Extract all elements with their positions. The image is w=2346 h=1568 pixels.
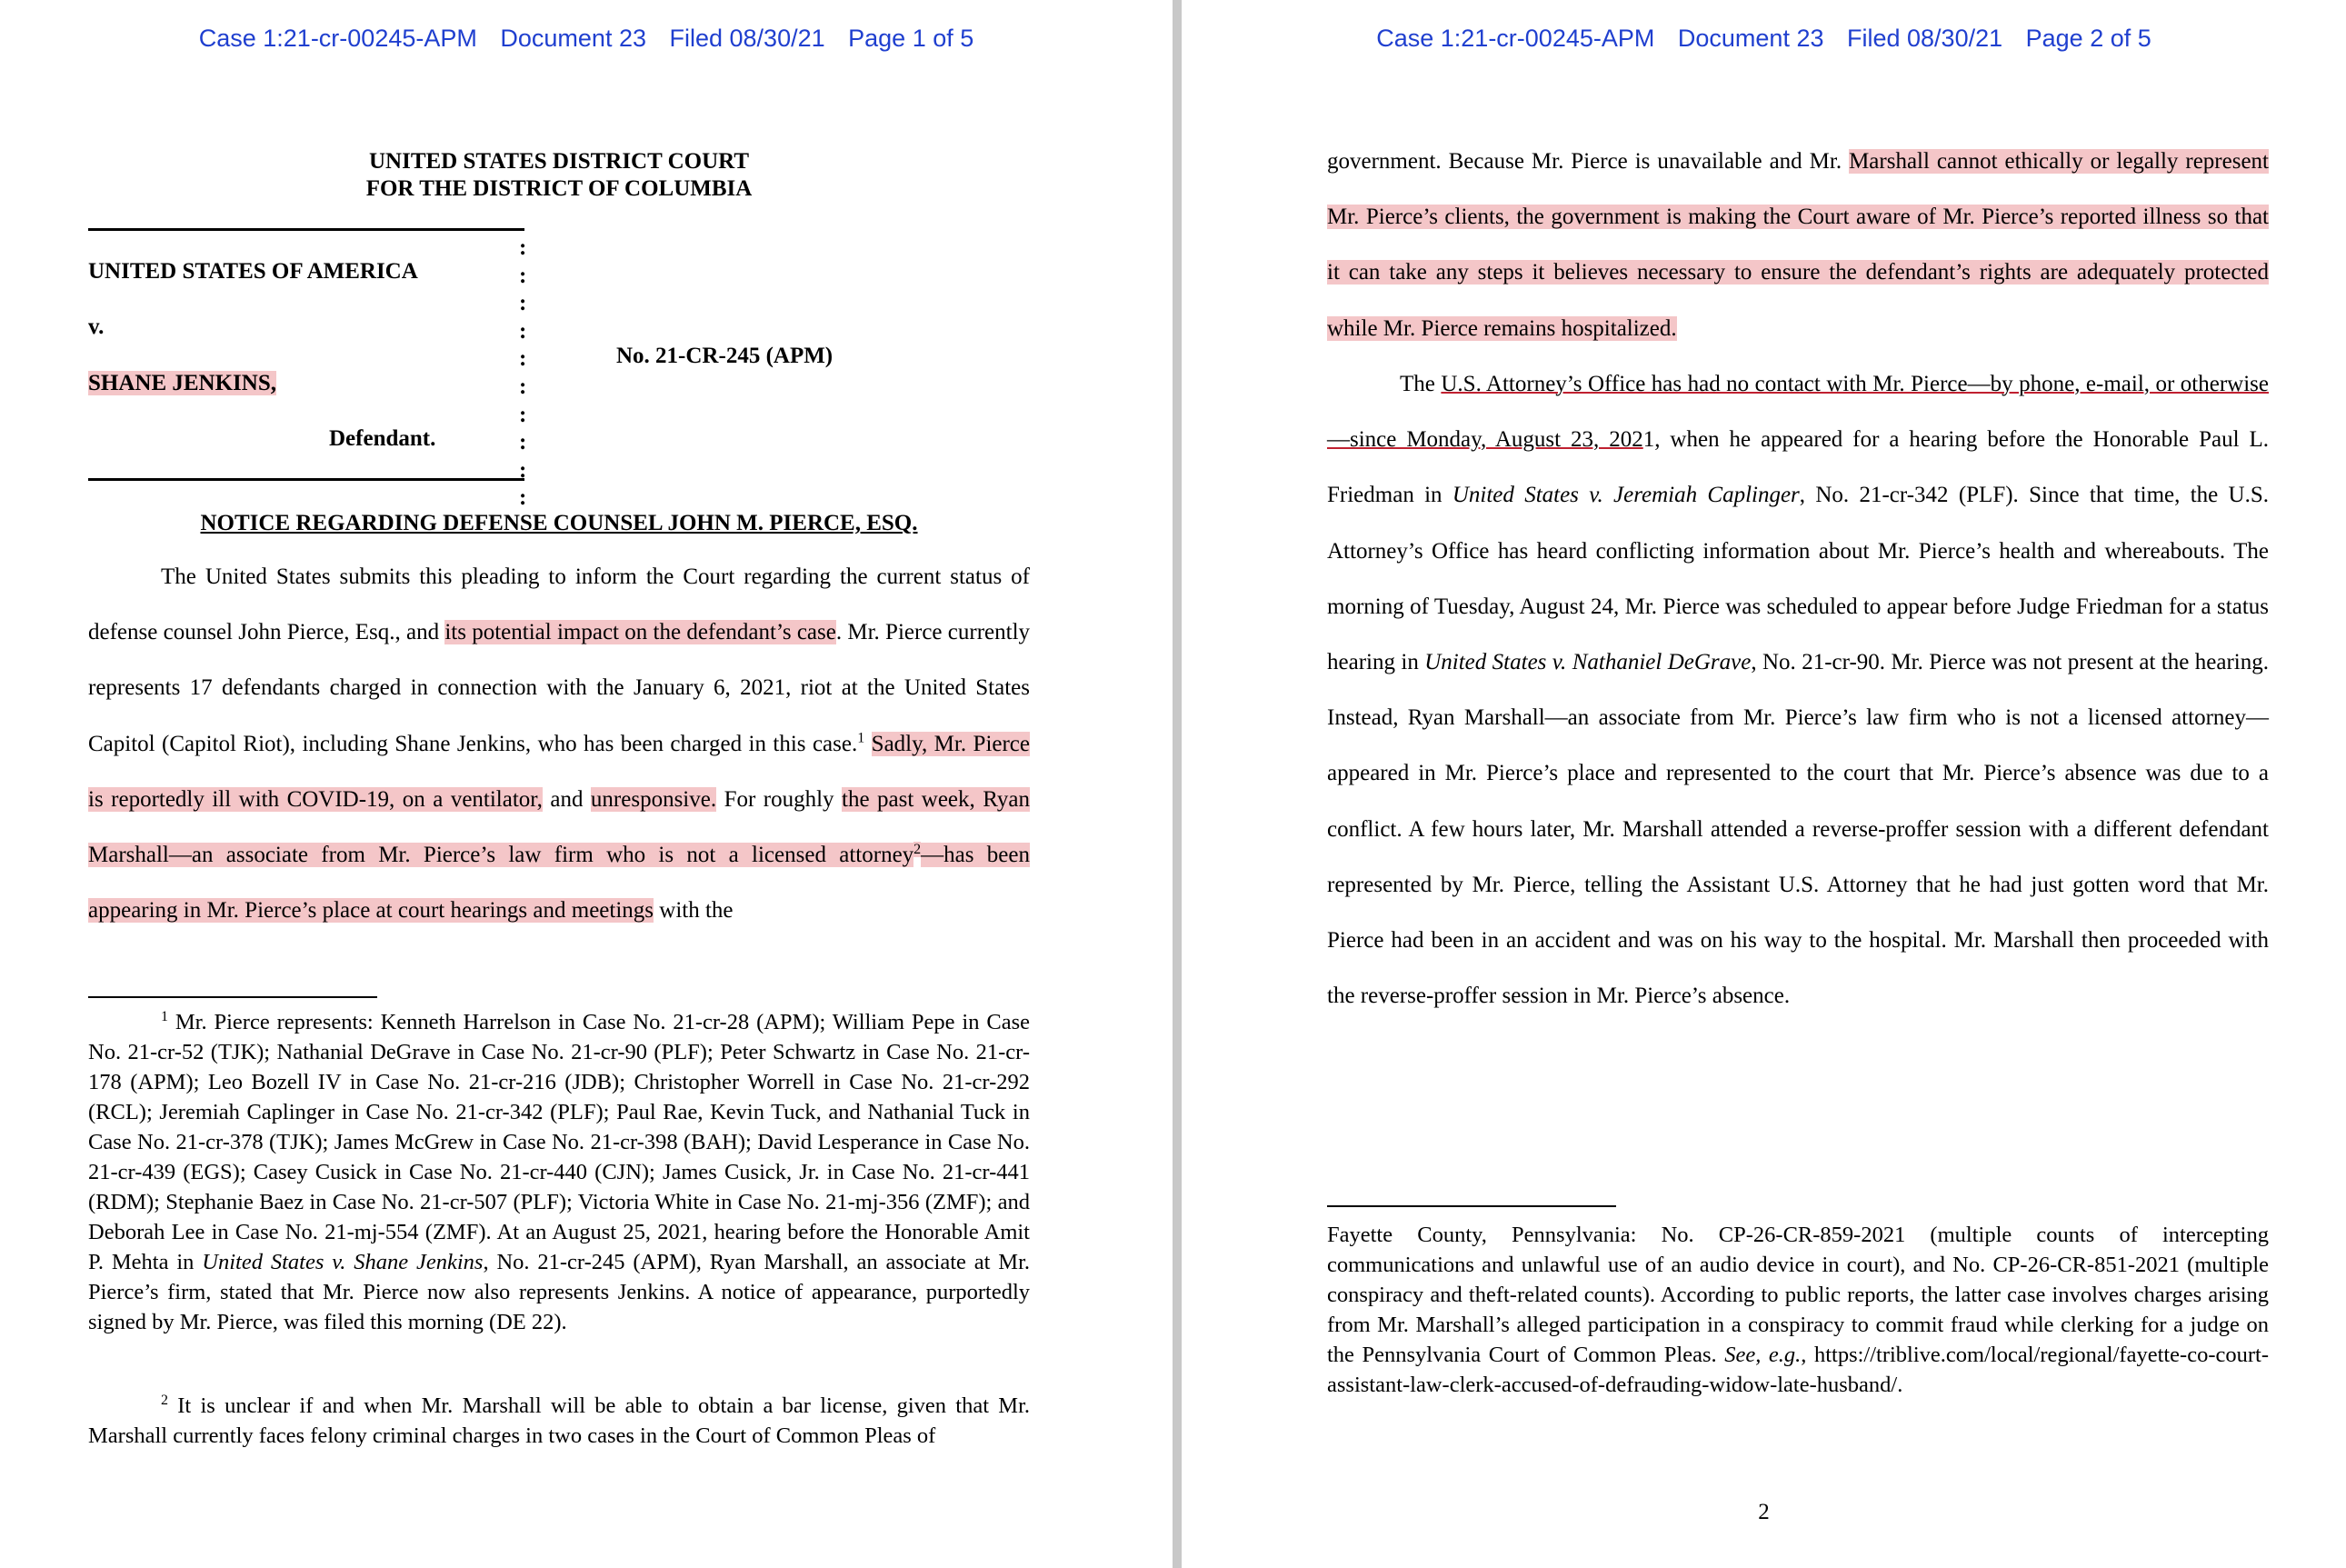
- filing-header: [0, 25, 1173, 53]
- caption-colon: :: [519, 430, 527, 455]
- caption-defendant-name: [88, 371, 276, 396]
- filing-header: [1182, 25, 2346, 53]
- highlight: Marshall cannot ethically or legally represent Mr. Pierce’s clients, the government is making the Court aware of Mr. Pierce’s reported illness so that it can take any steps it believes necessary to ensure the defendant’s rights are adequately protected while Mr. Pierce remains hospitalized.: [1327, 149, 2269, 341]
- caption-colon: :: [519, 402, 527, 427]
- header-document: Document 23: [500, 25, 646, 52]
- caption-colon: :: [519, 374, 527, 399]
- footnote-2: $^2$ It is unclear if and when Mr. Marshall will be able to obtain a bar license, given that Mr. Marshall currently faces felony criminal charges in two cases in the Court of Common Pleas of: [88, 1392, 1030, 1448]
- court-line-1: UNITED STATES DISTRICT COURT: [369, 149, 749, 174]
- caption-colons: [519, 235, 526, 513]
- caption-colon: :: [519, 485, 527, 511]
- body-paragraph-1: The United States submits this pleading to inform the Court regarding the current status of defense counsel John Pierce, Esq., and its potential impact on the defendant’s case. Mr. Pierce currently represents 17 defendants charged in connection with the January 6, 2021, riot at the United States Capitol (Capitol Riot), including Shane Jenkins, who has been charged in this case.$^1$ Sadly, Mr. Pierce is reportedly ill with COVID-19, on a ventilator, and unresponsive. For roughly the past week, Ryan Marshall—an associate from Mr. Pierce’s law firm who is not a licensed attorney$^2$—has been appearing in Mr. Pierce’s place at court hearings and meetings with the: [88, 564, 1031, 924]
- footnote-rule: [88, 996, 377, 998]
- footnote-continued: Fayette County, Pennsylvania: No. CP-26-CR-859-2021 (multiple counts of intercepting communications and unlawful use of an audio device in court), and No. CP-26-CR-851-2021 (multiple conspiracy and theft-related counts). According to public reports, the latter case involves charges arising from Mr. Marshall’s alleged participation in a conspiracy to commit fraud while clerking for a judge on the Pennsylvania Court of Common Pleas. See, e.g., https://triblive.com/local/regional/fayette-co-court-assistant-law-clerk-accused-of-defrauding-widow-late-husband/.: [1327, 1223, 2269, 1397]
- header-filed-date: Filed 08/30/21: [669, 25, 825, 52]
- page-number: 2: [1758, 1500, 1770, 1524]
- header-case-number: Case 1:21-cr-00245-APM: [1376, 25, 1655, 52]
- highlight: unresponsive.: [590, 786, 717, 812]
- caption-versus: v.: [88, 315, 105, 339]
- highlight: the past week, Ryan Marshall—an associate from Mr. Pierce’s law firm who is not a licensed attorney: [88, 786, 1031, 868]
- underlined-text: U.S. Attorney’s Office has had no contact with Mr. Pierce—by phone, e-mail, or otherwise—since Monday, August 23, 202: [1327, 372, 2269, 453]
- caption-colon: :: [519, 235, 527, 260]
- header-page: Page 1 of 5: [848, 25, 974, 52]
- document-page-2: [1182, 0, 2346, 1568]
- defendant-name-highlight: SHANE JENKINS,: [88, 371, 276, 395]
- caption-colon: :: [519, 318, 527, 344]
- body-paragraph-continued: government. Because Mr. Pierce is unavailable and Mr. Marshall cannot ethically or legally represent Mr. Pierce’s clients, the government is making the Court aware of Mr. Pierce’s reported illness so that it can take any steps it believes necessary to ensure the defendant’s rights are adequately protected while Mr. Pierce remains hospitalized.: [1327, 149, 2269, 341]
- footnote-ref-1: 1: [857, 730, 865, 746]
- footnote-1: $^1$ Mr. Pierce represents: Kenneth Harrelson in Case No. 21-cr-28 (APM); William Pepe in Case No. 21-cr-52 (TJK); Nathanial DeGrave in Case No. 21-cr-90 (PLF); Peter Schwartz in Case No. 21-cr-178 (APM); Leo Bozell IV in Case No. 21-cr-216 (JDB); Christopher Worrell in Case No. 21-cr-292 (RCL); Jeremiah Caplinger in Case No. 21-cr-342 (PLF); Paul Rae, Kevin Tuck, and Nathanial Tuck in Case No. 21-cr-378 (TJK); James McGrew in Case No. 21-cr-398 (BAH); David Lesperance in Case No. 21-cr-439 (EGS); Casey Cusick in Case No. 21-cr-440 (CJN); James Cusick, Jr. in Case No. 21-cr-441 (RDM); Stephanie Baez in Case No. 21-cr-507 (PLF); Victoria White in Case No. 21-mj-356 (ZMF); and Deborah Lee in Case No. 21-mj-554 (ZMF). At an August 25, 2021, hearing before the Honorable Amit P. Mehta in United States v. Shane Jenkins, No. 21-cr-245 (APM), Ryan Marshall, an associate at Mr. Pierce’s firm, stated that Mr. Pierce now also represents Jenkins. A notice of appearance, purportedly signed by Mr. Pierce, was filed this morning (DE 22).: [88, 1008, 1030, 1334]
- body-paragraph-2: The U.S. Attorney’s Office has had no contact with Mr. Pierce—by phone, e-mail, or otherwise—since Monday, August 23, 2021, when he appeared for a hearing before the Honorable Paul L. Friedman in United States v. Jeremiah Caplinger, No. 21-cr-342 (PLF). Since that time, the U.S. Attorney’s Office has heard conflicting information about Mr. Pierce’s health and whereabouts. The morning of Tuesday, August 24, Mr. Pierce was scheduled to appear before Judge Friedman for a status hearing in United States v. Nathaniel DeGrave, No. 21-cr-90. Mr. Pierce was not present at the hearing. Instead, Ryan Marshall—an associate from Mr. Pierce’s law firm who is not a licensed attorney—appeared in Mr. Pierce’s place and represented to the court that Mr. Pierce’s absence was due to a conflict. A few hours later, Mr. Marshall attended a reverse-proffer session with a different defendant represented by Mr. Pierce, telling the Assistant U.S. Attorney that he had just gotten word that Mr. Pierce had been in an accident and was on his way to the hospital. Mr. Marshall then proceeded with the reverse-proffer session in Mr. Pierce’s absence.: [1327, 372, 2269, 1009]
- caption-colon: :: [519, 346, 527, 372]
- court-name: [88, 148, 1030, 203]
- header-page: Page 2 of 5: [2025, 25, 2151, 52]
- caption-colon: :: [519, 457, 527, 483]
- footnote-rule: [1327, 1205, 1616, 1207]
- caption-colon: :: [519, 291, 527, 316]
- caption-case-number: No. 21-CR-245 (APM): [616, 344, 834, 368]
- footnote-ref-2: 2: [913, 841, 922, 857]
- header-case-number: Case 1:21-cr-00245-APM: [198, 25, 477, 52]
- header-filed-date: Filed 08/30/21: [1847, 25, 2003, 52]
- caption-bottom-rule: [88, 478, 524, 481]
- footnote-1-mark: 1: [161, 1008, 168, 1024]
- highlight: Sadly, Mr. Pierce is reportedly ill with COVID-19, on a ventilator,: [88, 731, 1030, 812]
- caption-defendant-label: Defendant.: [329, 426, 436, 451]
- caption-top-rule: [88, 228, 524, 231]
- caption-plaintiff: UNITED STATES OF AMERICA: [88, 259, 418, 284]
- notice-title: NOTICE REGARDING DEFENSE COUNSEL JOHN M. PIERCE, ESQ.: [200, 511, 918, 535]
- highlight: —has been appearing in Mr. Pierce’s place at court hearings and meetings: [88, 843, 1030, 924]
- court-line-2: FOR THE DISTRICT OF COLUMBIA: [365, 176, 753, 201]
- highlight: its potential impact on the defendant’s case: [444, 620, 836, 645]
- caption-colon: :: [519, 263, 527, 288]
- header-document: Document 23: [1677, 25, 1824, 52]
- footnote-2-mark: 2: [161, 1392, 168, 1408]
